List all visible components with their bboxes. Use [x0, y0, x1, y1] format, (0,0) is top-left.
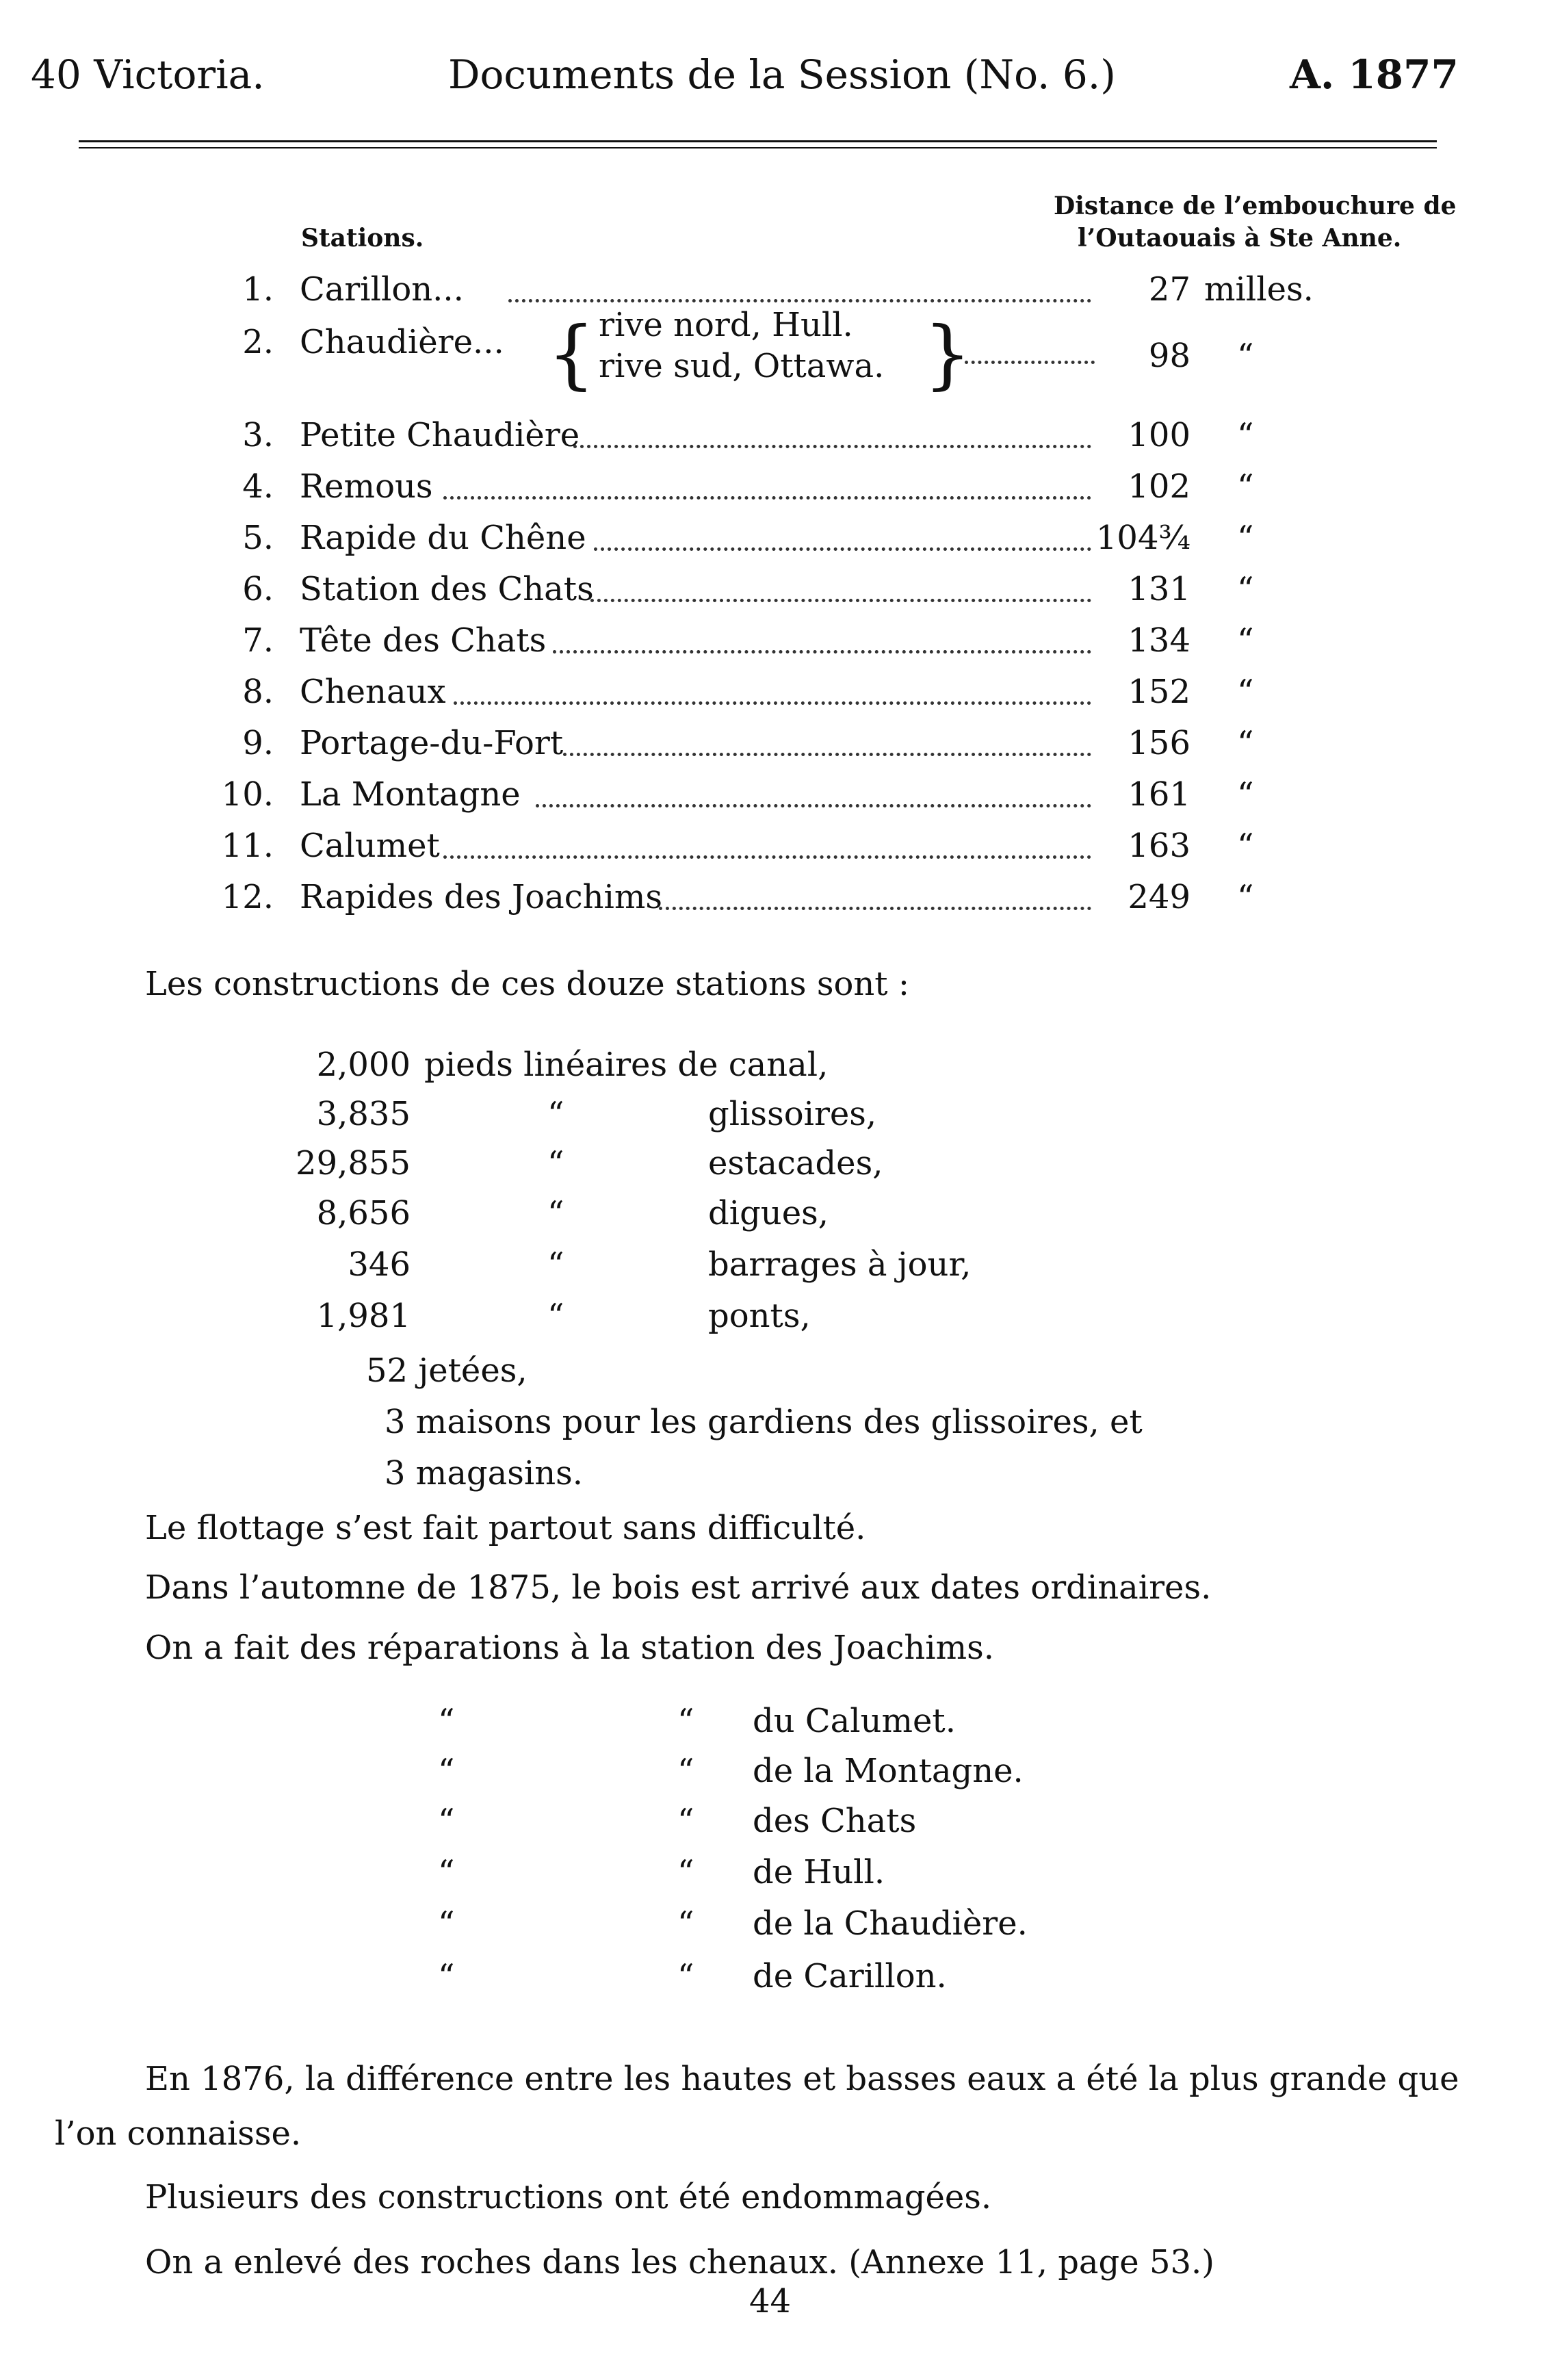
closing-p2: Plusieurs des constructions ont été endommagées. [145, 2178, 992, 2216]
station-name: Chaudière... [300, 323, 504, 361]
station-name: Petite Chaudière [300, 416, 580, 454]
distance-unit: “ [1237, 673, 1254, 711]
right-brace: } [924, 310, 972, 398]
station-distance: 134 [1128, 621, 1190, 660]
construction-quantity: 29,855 [296, 1144, 411, 1182]
extra-magasins: 3 magasins. [385, 1454, 584, 1492]
station-name: Chenaux [300, 673, 446, 711]
distance-unit: “ [1237, 724, 1254, 762]
station-distance: 161 [1128, 775, 1190, 814]
header-right: A. 1877 [1290, 51, 1459, 98]
header-center: Documents de la Session (No. 6.) [448, 51, 1116, 98]
header-rule-bottom [79, 147, 1437, 148]
repair-row [0, 1853, 1562, 1897]
left-brace: { [547, 310, 595, 398]
ditto-mark: “ [438, 1802, 455, 1840]
station-name: La Montagne [300, 775, 521, 814]
leader-dots [573, 445, 1091, 448]
construction-row [0, 1095, 1562, 1139]
station-name: Calumet [300, 827, 440, 865]
station-row [0, 621, 1562, 669]
distance-unit: “ [1237, 467, 1254, 506]
station-distance: 249 [1128, 878, 1190, 916]
leader-dots [590, 599, 1091, 602]
station-subname-1: rive nord, Hull. [599, 306, 853, 344]
distance-unit: milles. [1204, 270, 1314, 309]
extra-jetees: 52 jetées, [366, 1351, 528, 1390]
repair-place: du Calumet. [753, 1702, 956, 1740]
distance-unit: “ [1237, 775, 1254, 814]
leader-dots [443, 496, 1091, 500]
station-name: Portage-du-Fort [300, 724, 564, 762]
distance-unit: “ [1237, 337, 1254, 375]
page-number: 44 [749, 2282, 792, 2320]
construction-type: estacades, [708, 1144, 883, 1182]
construction-quantity: 3,835 [316, 1095, 411, 1133]
leader-dots [553, 650, 1091, 654]
closing-p1-line2: l’on connaisse. [55, 2114, 302, 2153]
ditto-mark: “ [547, 1297, 564, 1335]
construction-type: pieds linéaires de canal, [424, 1046, 829, 1084]
station-number: 8. [242, 673, 274, 711]
station-name: Station des Chats [300, 570, 594, 608]
ditto-mark: “ [438, 1853, 455, 1891]
repair-place: de la Montagne. [753, 1752, 1024, 1790]
paragraph-automne: Dans l’automne de 1875, le bois est arrivé aux dates ordinaires. [145, 1568, 1212, 1607]
station-number: 12. [221, 878, 274, 916]
repair-row [0, 1752, 1562, 1796]
repair-place: de Carillon. [753, 1957, 947, 1995]
leader-dots [454, 701, 1091, 705]
ditto-mark: “ [677, 1752, 694, 1790]
distance-unit: “ [1237, 416, 1254, 454]
repair-row [0, 1702, 1562, 1746]
distance-unit: “ [1237, 519, 1254, 557]
ditto-mark: “ [547, 1194, 564, 1232]
construction-type: glissoires, [708, 1095, 877, 1133]
construction-quantity: 2,000 [316, 1046, 411, 1084]
station-distance: 104¾ [1095, 519, 1190, 557]
ditto-mark: “ [677, 1904, 694, 1943]
ditto-mark: “ [677, 1702, 694, 1740]
distance-unit: “ [1237, 621, 1254, 660]
station-number: 7. [242, 621, 274, 660]
station-distance: 27 [1148, 270, 1190, 309]
distance-unit: “ [1237, 570, 1254, 608]
repair-place: de la Chaudière. [753, 1904, 1028, 1943]
station-distance: 152 [1128, 673, 1190, 711]
station-number: 4. [242, 467, 274, 506]
station-row [0, 724, 1562, 772]
ditto-mark: “ [547, 1144, 564, 1182]
ditto-mark: “ [677, 1853, 694, 1891]
station-number: 9. [242, 724, 274, 762]
paragraph-flottage: Le flottage s’est fait partout sans difficulté. [145, 1509, 866, 1547]
repair-row [0, 1802, 1562, 1846]
col-stations-heading: Stations. [301, 224, 424, 253]
station-name: Rapide du Chêne [300, 519, 586, 557]
station-row [0, 673, 1562, 721]
ditto-mark: “ [547, 1095, 564, 1133]
station-number: 10. [221, 775, 274, 814]
station-number: 1. [242, 270, 274, 309]
repair-place: des Chats [753, 1802, 917, 1840]
station-distance: 100 [1128, 416, 1190, 454]
repair-row [0, 1957, 1562, 2001]
station-row [0, 467, 1562, 515]
station-distance: 156 [1128, 724, 1190, 762]
distance-unit: “ [1237, 827, 1254, 865]
intro-text: Les constructions de ces douze stations sont : [145, 965, 909, 1003]
closing-p1-line1: En 1876, la différence entre les hautes et basses eaux a été la plus grande que [145, 2060, 1459, 2098]
leader-dots [594, 547, 1091, 551]
station-number: 3. [242, 416, 274, 454]
closing-p3: On a enlevé des roches dans les chenaux. (Annexe 11, page 53.) [145, 2243, 1214, 2281]
station-name: Rapides des Joachims [300, 878, 663, 916]
station-number: 5. [242, 519, 274, 557]
construction-quantity: 1,981 [316, 1297, 411, 1335]
construction-row [0, 1297, 1562, 1341]
ditto-mark: “ [438, 1702, 455, 1740]
ditto-mark: “ [438, 1752, 455, 1790]
leader-dots [965, 361, 1095, 364]
station-distance: 131 [1128, 570, 1190, 608]
station-name: Tête des Chats [300, 621, 547, 660]
station-name: Carillon... [300, 270, 464, 309]
construction-quantity: 8,656 [316, 1194, 411, 1232]
station-row [0, 878, 1562, 926]
col-distance-heading-1: Distance de l’embouchure de [1054, 192, 1457, 220]
construction-row [0, 1245, 1562, 1289]
station-distance: 102 [1128, 467, 1190, 506]
station-number: 6. [242, 570, 274, 608]
ditto-mark: “ [547, 1245, 564, 1284]
station-row [0, 306, 1562, 398]
station-number: 2. [242, 323, 274, 361]
station-name: Remous [300, 467, 433, 506]
col-distance-heading-2: l’Outaouais à Ste Anne. [1078, 224, 1402, 253]
station-row [0, 416, 1562, 464]
leader-dots [536, 804, 1091, 807]
leader-dots [659, 907, 1091, 910]
leader-dots [508, 299, 1091, 302]
station-row [0, 570, 1562, 618]
station-row [0, 827, 1562, 875]
construction-row [0, 1194, 1562, 1238]
ditto-mark: “ [438, 1957, 455, 1995]
station-distance: 163 [1128, 827, 1190, 865]
extra-maisons: 3 maisons pour les gardiens des glissoires, et [385, 1403, 1143, 1441]
station-subname-2: rive sud, Ottawa. [599, 347, 885, 385]
station-number: 11. [221, 827, 274, 865]
header-rule-top [79, 140, 1437, 142]
leader-dots [563, 753, 1091, 756]
station-row [0, 775, 1562, 823]
header-left: 40 Victoria. [31, 51, 265, 98]
repair-place: de Hull. [753, 1853, 885, 1891]
repair-row [0, 1904, 1562, 1948]
leader-dots [443, 855, 1091, 859]
station-distance: 98 [1148, 337, 1190, 375]
construction-type: barrages à jour, [708, 1245, 972, 1284]
station-row [0, 519, 1562, 567]
construction-quantity: 346 [348, 1245, 411, 1284]
paragraph-reparations: On a fait des réparations à la station des Joachims. [145, 1629, 994, 1667]
ditto-mark: “ [438, 1904, 455, 1943]
construction-type: ponts, [708, 1297, 811, 1335]
ditto-mark: “ [677, 1957, 694, 1995]
distance-unit: “ [1237, 878, 1254, 916]
construction-row [0, 1144, 1562, 1188]
construction-row [0, 1046, 1562, 1089]
construction-type: digues, [708, 1194, 829, 1232]
ditto-mark: “ [677, 1802, 694, 1840]
